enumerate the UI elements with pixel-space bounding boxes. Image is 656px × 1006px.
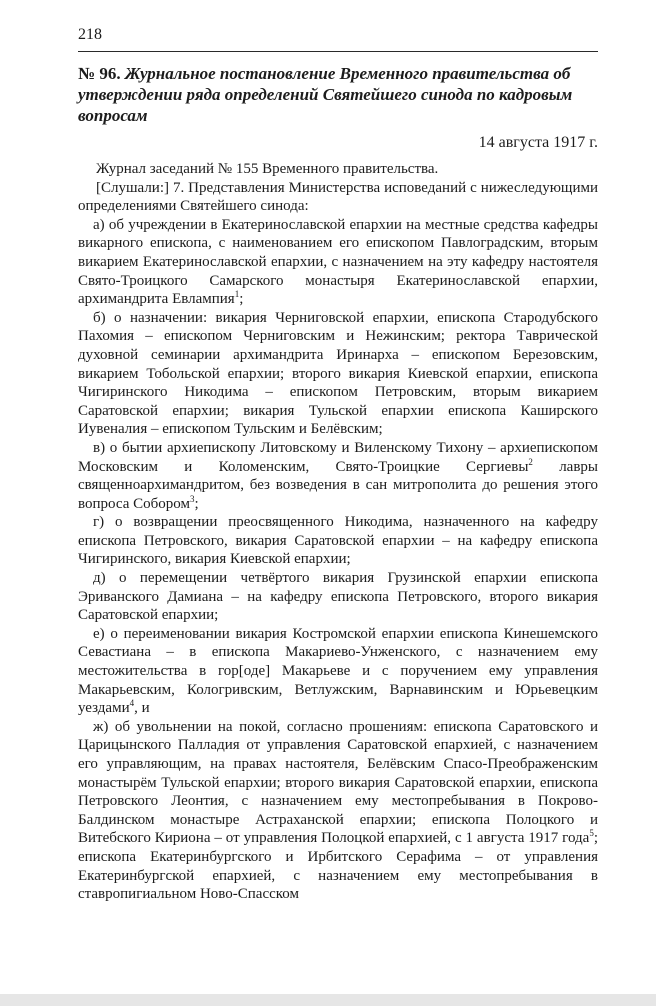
item-e-end: , и — [134, 700, 150, 717]
footnote-ref-4: 4 — [129, 698, 135, 709]
item-e-text: е) о переименовании викария Костромской епархии епископа Кинешемского Севастиана – в епископа Макариево-Унженского, с назначением ему местожительства в гор[оде] Макарьеве и с поручением ему управления Макарьевским, Кологривским, Ветлужским, Варнавинским и Юрьевецким уездами — [78, 625, 598, 717]
item-d: д) о перемещении четвёртого викария Грузинской епархии епископа Эриванского Дамиана – на кафедру епископа Петровского, второго викария Саратовской епархии; — [78, 570, 598, 624]
footnote-ref-3: 3 — [189, 493, 195, 504]
item-a — [78, 216, 598, 309]
item-a-end: ; — [239, 291, 244, 308]
scan-bottom-band — [0, 994, 656, 1006]
item-zh-text-2: ; епископа Екатеринбургского и Ирбитского Серафима – от управления Екатеринбургской епархией, с назначением ему местопребывания в ставропигиальном Ново-Спасском — [78, 830, 598, 903]
footnote-ref-5: 5 — [589, 828, 594, 839]
item-a-text: а) об учреждении в Екатеринославской епархии на местные средства кафедры викарного епископа, с наименованием его епископом Павлоградским, вторым викарием Екатеринославской епархии, с назначением на эту кафедру настоятеля Свято-Троицкого Самарского монастыря Екатеринославской епархии, архимандрита Евлампия — [78, 216, 598, 308]
footnote-ref-1: 1 — [234, 289, 240, 300]
document-number: № 96. — [78, 64, 121, 83]
footnote-ref-2: 2 — [528, 456, 533, 467]
item-v — [78, 439, 598, 513]
item-zh — [78, 718, 598, 904]
page-number: 218 — [78, 26, 102, 43]
item-e — [78, 625, 598, 718]
item-v-text-1: в) о бытии архиепископу Литовскому и Виленскому Тихону – архиепископом Московским и Коломенским, Свято-Троицкие Сергиевы — [78, 439, 598, 475]
item-b: б) о назначении: викария Черниговской епархии, епископа Стародубского Пахомия – епископом Черниговским и Нежинским; ректора Таврической духовной семинарии архимандрита Иринарха – епископом Березовским, викарием Тобольской епархии; второго викария Киевской епархии, епископа Чигиринского Никодима – епископом Петровским, вторым викарием Саратовской епархии; викария Тульской епархии епископа Каширского Иувеналия – епископом Тульским и Белёвским; — [78, 309, 598, 438]
item-zh-text-1: ж) об увольнении на покой, согласно прошениям: епископа Саратовского и Царицынского Палладия от управления Саратовской епархией, с назначением его управляющим, на правах настоятеля, Белёвским Спасо-Преображенским монастырём Тульской епархии; второго викария Саратовской епархии, епископа Петровского Леонтия, с назначением ему местопребывания в Покрово-Балдинском монастыре Астраханской епархии; епископа Полоцкого и Витебского Кириона – от управления Полоцкой епархией, с 1 августа 1917 года — [78, 718, 598, 847]
header-divider — [78, 51, 598, 52]
document-date: 14 августа 1917 г. — [478, 134, 598, 151]
item-v-text-2: лавры священноархимандритом, без возведения в сан митрополита до решения этого вопроса Собором — [78, 458, 598, 512]
item-g: г) о возвращении преосвященного Никодима, назначенного на кафедру епископа Петровского, викария Саратовской епархии – на кафедру епископа Чигиринского, викария Киевской епархии; — [78, 514, 598, 568]
document-heading — [78, 63, 598, 126]
document-body — [78, 160, 598, 904]
item-v-end: ; — [194, 495, 199, 512]
heard-paragraph: [Слушали:] 7. Представления Министерства исповеданий с нижеследующими определениями Святейшего синода: — [78, 179, 598, 215]
document-title: Журнальное постановление Временного правительства об утверждении ряда определений Святейшего синода по кадровым вопросам — [78, 64, 573, 125]
journal-intro: Журнал заседаний № 155 Временного правительства. — [96, 161, 439, 177]
